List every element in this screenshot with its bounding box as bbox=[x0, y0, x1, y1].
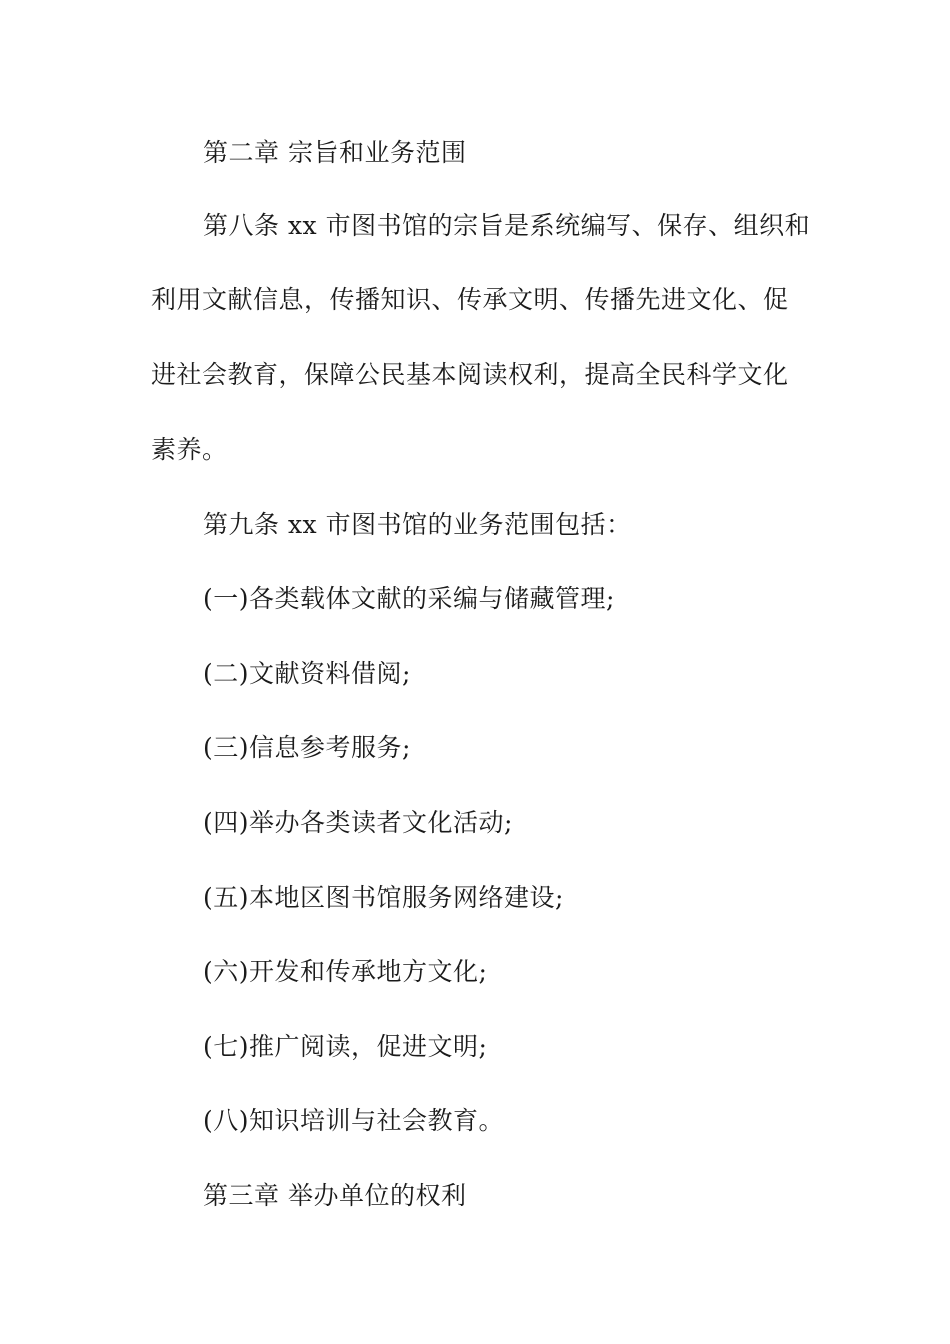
list-item: (八)知识培训与社会教育。 bbox=[203, 1106, 505, 1135]
article-9: 第九条 xx 市图书馆的业务范围包括： bbox=[203, 510, 632, 539]
chapter-heading: 第二章 宗旨和业务范围 bbox=[203, 138, 467, 167]
list-item: (三)信息参考服务; bbox=[203, 733, 411, 762]
article-8-line-4: 素养。 bbox=[151, 435, 228, 464]
chapter-heading: 第三章 举办单位的权利 bbox=[203, 1181, 467, 1210]
article-8-line-2: 利用文献信息，传播知识、传承文明、传播先进文化、促 bbox=[151, 285, 789, 314]
article-8-line-3: 进社会教育，保障公民基本阅读权利，提高全民科学文化 bbox=[151, 360, 789, 389]
list-item: (六)开发和传承地方文化; bbox=[203, 957, 488, 986]
list-item: (七)推广阅读，促进文明; bbox=[203, 1032, 488, 1061]
article-8-line-1: 第八条 xx 市图书馆的宗旨是系统编写、保存、组织和 bbox=[203, 211, 811, 240]
list-item: (四)举办各类读者文化活动; bbox=[203, 808, 513, 837]
list-item: (五)本地区图书馆服务网络建设; bbox=[203, 883, 564, 912]
list-item: (二)文献资料借阅; bbox=[203, 659, 411, 688]
list-item: (一)各类载体文献的采编与储藏管理; bbox=[203, 584, 615, 613]
